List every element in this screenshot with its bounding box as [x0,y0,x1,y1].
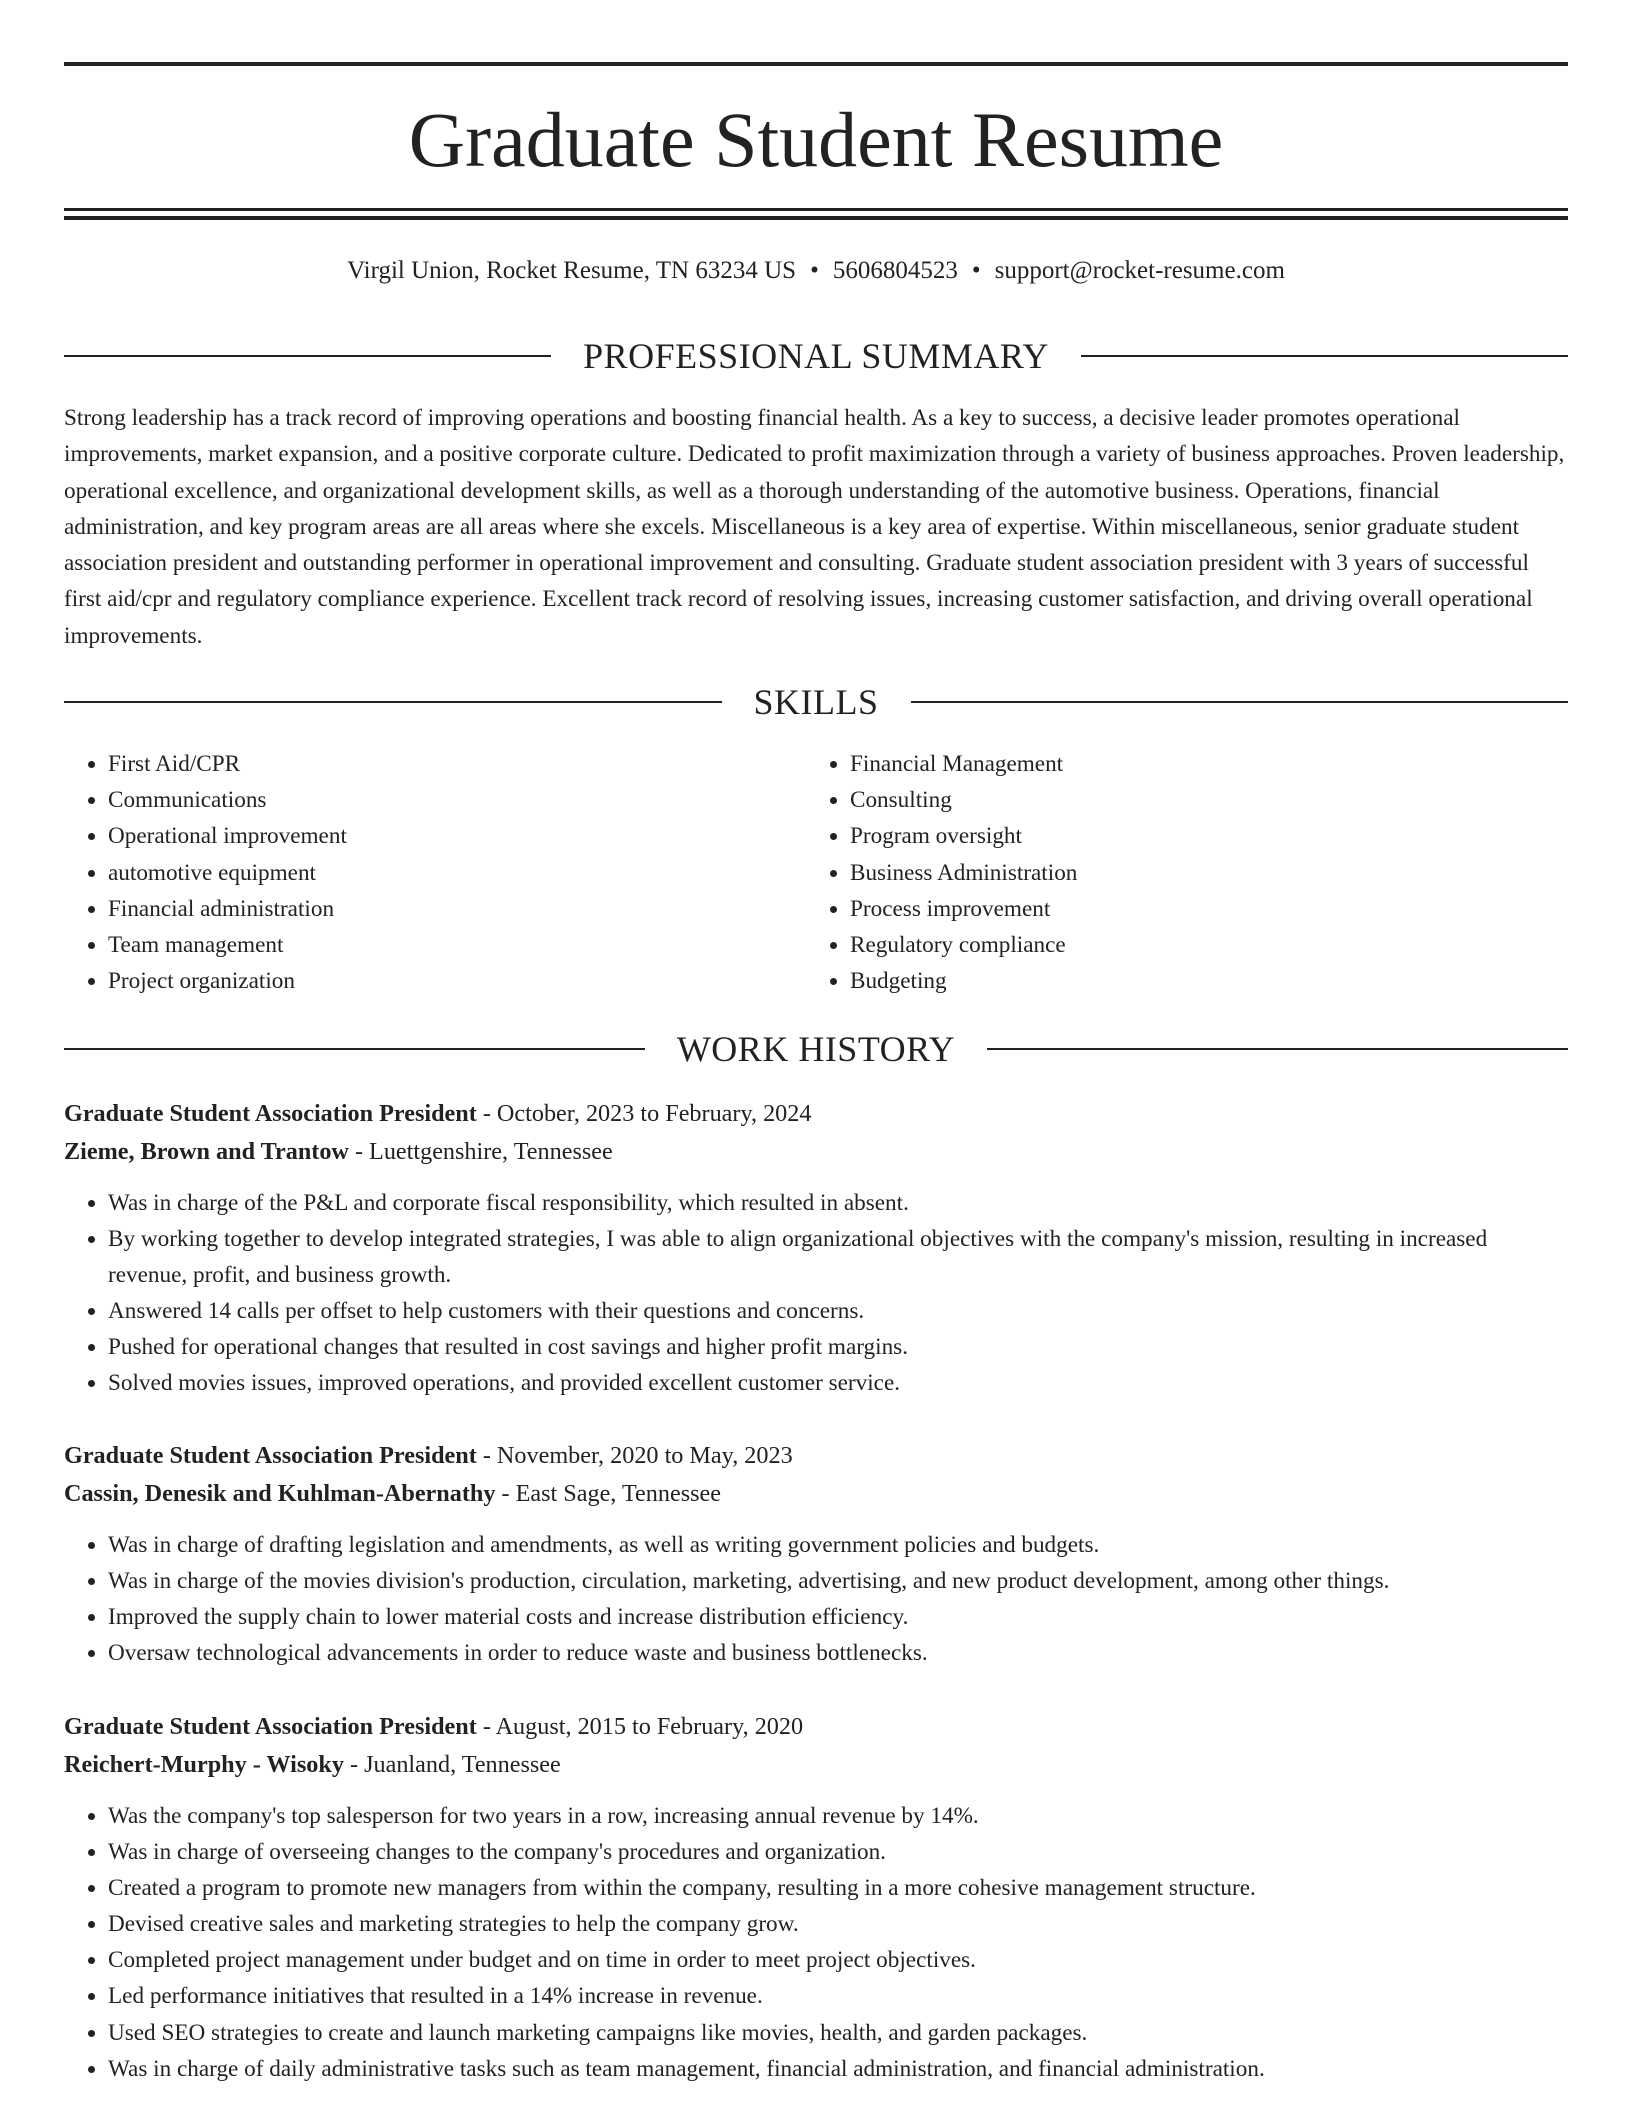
skills-heading-label: SKILLS [753,682,879,722]
job-bullet: • By working together to develop integrated strategies, I was able to align organizational objectives with the company's mission, resulting in increased revenue, profit, and business growth. [108,1221,1568,1293]
skill-item: • Team management [108,927,806,963]
job-bullets [64,1185,1568,1402]
contact-phone: 5606804523 [832,257,958,284]
top-rule [64,62,1568,66]
skills-column-left [64,746,806,999]
job-bullet: • Was in charge of overseeing changes to the company's procedures and organization. [108,1834,1568,1870]
job-bullets [64,1527,1568,1671]
skill-item: • Regulatory compliance [850,927,1548,963]
page-title: Graduate Student Resume [408,96,1224,183]
skill-item: • Program oversight [850,818,1548,854]
skill-item: • Financial administration [108,891,806,927]
job-company-line [64,1475,1568,1513]
summary-text: Strong leadership has a track record of improving operations and boosting financial health. As a key to success, a decisive leader promotes operational improvements, market expansion, and a positive corporate culture. Dedicated to profit maximization through a variety of business approaches. Proven leadership, operational excellence, and organizational development skills, as well as a thorough understanding of the automotive business. Operations, financial administration, and key program areas are all areas where she excels. Miscellaneous is a key area of expertise. Within miscellaneous, senior graduate student association president and outstanding performer in operational improvement and consulting. Graduate student association president with 3 years of successful first aid/cpr and regulatory compliance experience. Excellent track record of resolving issues, increasing customer satisfaction, and driving overall operational improvements. [64,405,1565,649]
job-bullet: • Pushed for operational changes that resulted in cost savings and higher profit margins. [108,1329,1568,1365]
job-dates: - November, 2020 to May, 2023 [476,1442,793,1469]
job-dates: - October, 2023 to February, 2024 [476,1100,812,1127]
skill-item: • Communications [108,782,806,818]
job-bullet: • Completed project management under budget and on time in order to meet project objectives. [108,1942,1568,1978]
skills-heading [64,680,1568,724]
skill-item: • First Aid/CPR [108,746,806,782]
job-bullet: • Oversaw technological advancements in order to reduce waste and business bottlenecks. [108,1635,1568,1671]
job-title-line [64,1437,1568,1475]
contact-email: support@rocket-resume.com [994,257,1285,284]
job-bullet: • Used SEO strategies to create and launch marketing campaigns like movies, health, and garden packages. [108,2015,1568,2051]
job-title-line [64,1708,1568,1746]
contact-separator: • [810,257,819,284]
skills-list [64,746,1568,999]
job-bullets [64,1798,1568,2087]
job-bullet: • Was in charge of the movies division's production, circulation, marketing, advertising, and new product development, among other things. [108,1563,1568,1599]
job-company-line [64,1133,1568,1171]
heading-rule [64,701,722,703]
job-bullet: • Was in charge of daily administrative tasks such as team management, financial administration, and financial administration. [108,2051,1568,2087]
job-bullet: • Solved movies issues, improved operations, and provided excellent customer service. [108,1365,1568,1401]
job-bullet: • Was in charge of drafting legislation and amendments, as well as writing government policies and budgets. [108,1527,1568,1563]
job-company: Zieme, Brown and Trantow [64,1138,349,1165]
job-title-line [64,1095,1568,1133]
work-history-heading [64,1027,1568,1071]
job-location: - Juanland, Tennessee [343,1751,561,1778]
skill-item: • Budgeting [850,963,1548,999]
job-title: Graduate Student Association President [64,1713,477,1740]
job-title: Graduate Student Association President [64,1442,477,1469]
skills-column-right [806,746,1548,999]
job-entry [64,1708,1568,2087]
job-bullet: • Answered 14 calls per offset to help customers with their questions and concerns. [108,1293,1568,1329]
contact-address: Virgil Union, Rocket Resume, TN 63234 US [347,257,797,284]
work-history-heading-label: WORK HISTORY [676,1029,956,1069]
summary-heading-label: PROFESSIONAL SUMMARY [583,336,1049,376]
skill-item: • Project organization [108,963,806,999]
job-company-line [64,1746,1568,1784]
skill-item: • automotive equipment [108,855,806,891]
job-bullet: • Created a program to promote new managers from within the company, resulting in a more cohesive management structure. [108,1870,1568,1906]
title-rule-lower [64,216,1568,220]
job-title: Graduate Student Association President [64,1100,477,1127]
skill-item: • Process improvement [850,891,1548,927]
contact-line [64,254,1568,288]
job-bullet: • Was the company's top salesperson for two years in a row, increasing annual revenue by 14%. [108,1798,1568,1834]
job-bullet: • Led performance initiatives that resulted in a 14% increase in revenue. [108,1978,1568,2014]
job-location: - East Sage, Tennessee [495,1480,722,1507]
heading-rule [987,1048,1568,1050]
job-location: - Luettgenshire, Tennessee [348,1138,613,1165]
job-entry [64,1437,1568,1671]
title-rule-upper [64,208,1568,211]
job-dates: - August, 2015 to February, 2020 [476,1713,804,1740]
heading-rule [911,701,1569,703]
job-entry [64,1095,1568,1402]
heading-rule [64,355,551,357]
skill-item: • Financial Management [850,746,1548,782]
job-company: Reichert-Murphy - Wisoky [64,1751,344,1778]
job-bullet: • Was in charge of the P&L and corporate fiscal responsibility, which resulted in absent. [108,1185,1568,1221]
skill-item: • Operational improvement [108,818,806,854]
contact-separator: • [971,257,981,284]
heading-rule [1081,355,1568,357]
skill-item: • Consulting [850,782,1548,818]
skill-item: • Business Administration [850,855,1548,891]
job-bullet: • Improved the supply chain to lower material costs and increase distribution efficiency. [108,1599,1568,1635]
heading-rule [64,1048,645,1050]
job-company: Cassin, Denesik and Kuhlman-Abernathy [64,1480,496,1507]
job-bullet: • Devised creative sales and marketing strategies to help the company grow. [108,1906,1568,1942]
summary-heading [64,334,1568,378]
